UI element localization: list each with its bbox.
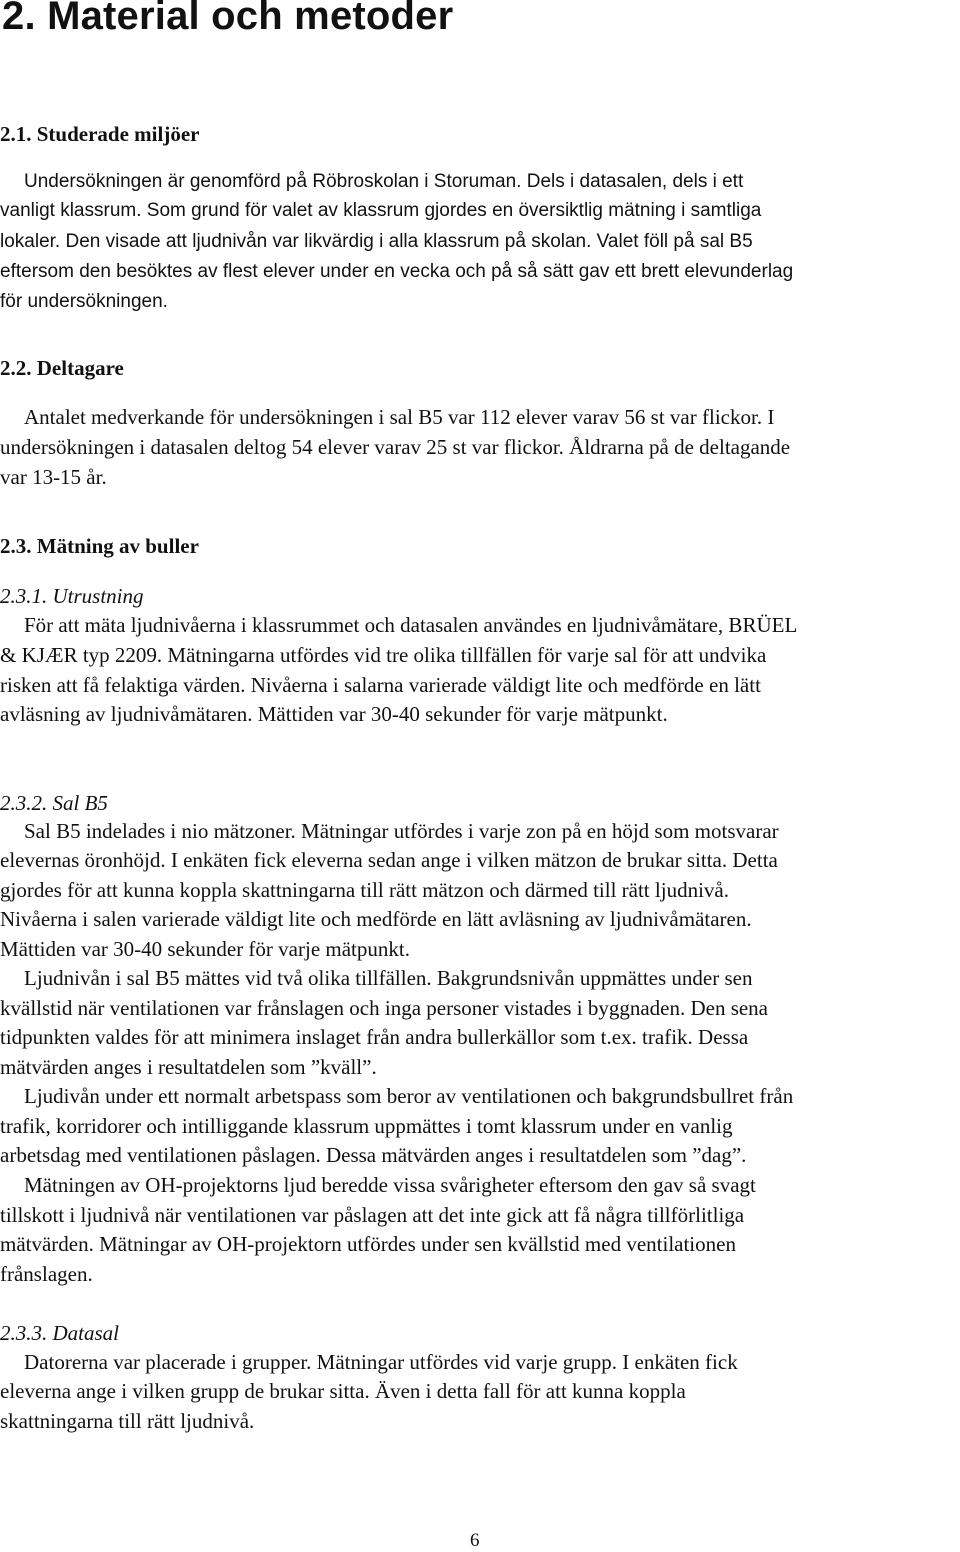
paragraph-line: gjordes för att kunna koppla skattningarna till rätt mätzon och därmed till rätt ljudnivå.	[0, 878, 729, 902]
paragraph-line: trafik, korridorer och intilliggande klassrum uppmättes i tomt klassrum under en vanlig	[0, 1114, 733, 1138]
section-2-2-title: 2.2. Deltagare	[0, 356, 124, 380]
paragraph-line: Nivåerna i salen varierade väldigt lite och medförde en lätt avläsning av ljudnivåmätaren.	[0, 907, 752, 931]
paragraph-line: Ljudivån under ett normalt arbetspass som beror av ventilationen och bakgrundsbullret från	[24, 1084, 794, 1108]
paragraph-line: kvällstid när ventilationen var frånslagen och inga personer vistades i byggnaden. Den sena	[0, 996, 769, 1020]
page-number: 6	[470, 1530, 480, 1551]
section-2-3-2-title: 2.3.2. Sal B5	[0, 791, 108, 815]
paragraph-line: eleverna ange i vilken grupp de brukar sitta. Även i detta fall för att kunna koppla	[0, 1379, 686, 1403]
paragraph-line: Antalet medverkande för undersökningen i sal B5 var 112 elever varav 56 st var flickor. I	[24, 405, 775, 429]
paragraph-line: eftersom den besöktes av flest elever under en vecka och på så sätt gav ett brett elevunderlag	[0, 261, 794, 282]
paragraph-line: Mättiden var 30-40 sekunder för varje mätpunkt.	[0, 937, 410, 961]
paragraph-line: mätvärden. Mätningar av OH-projektorn utfördes under sen kvällstid med ventilationen	[0, 1232, 736, 1256]
paragraph-line: arbetsdag med ventilationen påslagen. Dessa mätvärden anges i resultatdelen som ”dag”.	[0, 1143, 747, 1167]
paragraph-line: Ljudnivån i sal B5 mättes vid två olika tillfällen. Bakgrundsnivån uppmättes under sen	[24, 966, 753, 990]
paragraph-line: För att mäta ljudnivåerna i klassrummet och datasalen användes en ljudnivåmätare, BRÜEL	[24, 613, 798, 637]
section-2-3-3-title: 2.3.3. Datasal	[0, 1321, 120, 1345]
section-2-3-1-title: 2.3.1. Utrustning	[0, 584, 144, 608]
section-2-1-title: 2.1. Studerade miljöer	[0, 122, 200, 146]
paragraph-line: lokaler. Den visade att ljudnivån var likvärdig i alla klassrum på skolan. Valet föll på sal B5	[0, 231, 753, 252]
paragraph-line: var 13-15 år.	[0, 465, 107, 489]
paragraph-line: tillskott i ljudnivå när ventilationen var påslagen att det inte gick att få några tillförlitliga	[0, 1203, 745, 1227]
paragraph-line: mätvärden anges i resultatdelen som ”kväll”.	[0, 1055, 377, 1079]
paragraph-line: elevernas öronhöjd. I enkäten fick eleverna sedan ange i vilken mätzon de brukar sitta. Detta	[0, 848, 778, 872]
paragraph-line: Mätningen av OH-projektorns ljud beredde vissa svårigheter eftersom den gav så svagt	[24, 1173, 756, 1197]
chapter-heading: 2. Material och metoder	[2, 0, 454, 38]
paragraph-line: Datorerna var placerade i grupper. Mätningar utfördes vid varje grupp. I enkäten fick	[24, 1350, 738, 1374]
paragraph-line: undersökningen i datasalen deltog 54 elever varav 25 st var flickor. Åldrarna på de deltagande	[0, 435, 791, 459]
paragraph-line: för undersökningen.	[0, 291, 168, 312]
paragraph-line: Sal B5 indelades i nio mätzoner. Mätningar utfördes i varje zon på en höjd som motsvarar	[24, 819, 779, 843]
section-2-3-title: 2.3. Mätning av buller	[0, 534, 199, 558]
paragraph-line: avläsning av ljudnivåmätaren. Mättiden var 30-40 sekunder för varje mätpunkt.	[0, 702, 668, 726]
paragraph-line: risken att få felaktiga värden. Nivåerna i salarna varierade väldigt lite och medförde en lätt	[0, 673, 761, 697]
paragraph-line: frånslagen.	[0, 1262, 93, 1286]
paragraph-line: tidpunkten valdes för att minimera inslaget från andra bullerkällor som t.ex. trafik. Dessa	[0, 1025, 749, 1049]
paragraph-line: vanligt klassrum. Som grund för valet av klassrum gjordes en översiktlig mätning i samtliga	[0, 200, 762, 221]
paragraph-line: & KJÆR typ 2209. Mätningarna utfördes vid tre olika tillfällen för varje sal för att undvika	[0, 643, 767, 667]
paragraph-line: skattningarna till rätt ljudnivå.	[0, 1409, 255, 1433]
paragraph-line: Undersökningen är genomförd på Röbroskolan i Storuman. Dels i datasalen, dels i ett	[24, 171, 744, 192]
